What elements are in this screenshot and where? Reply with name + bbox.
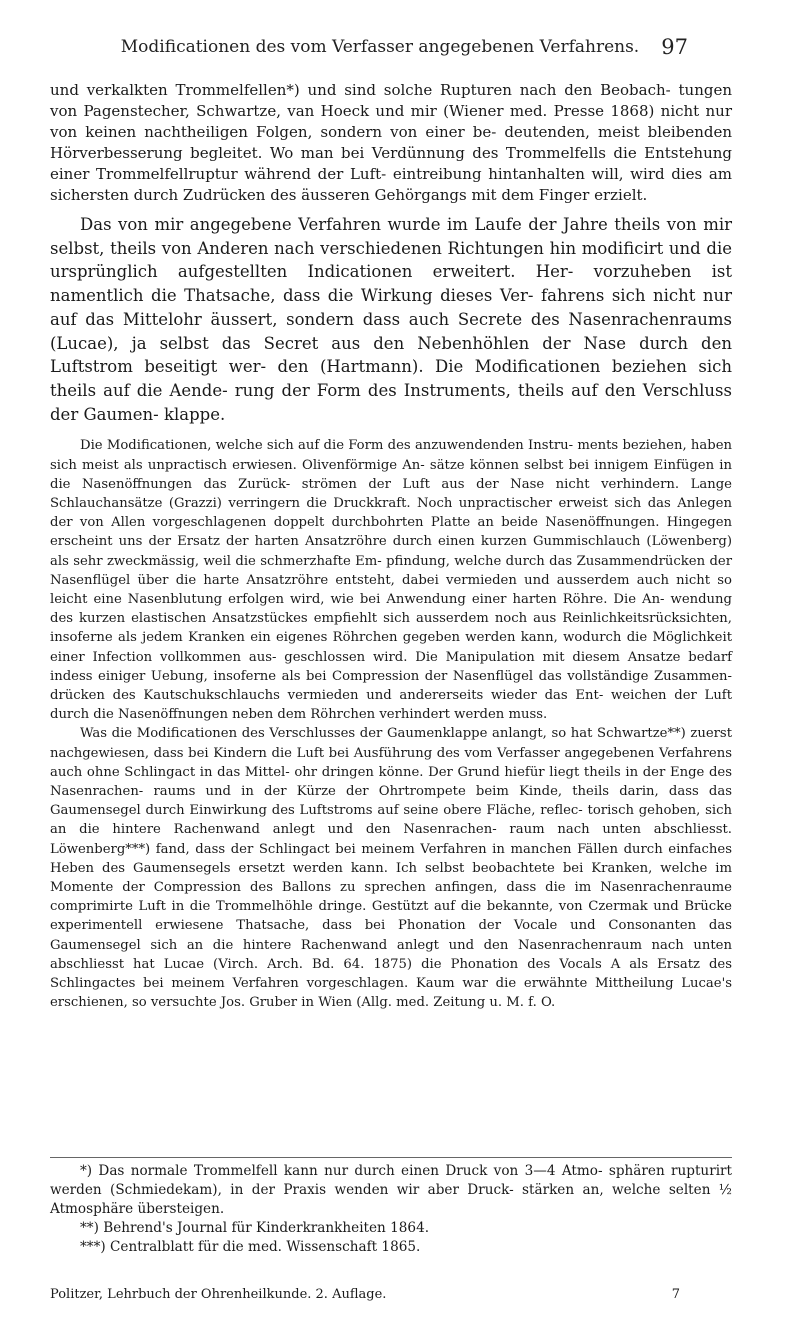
footnote-1: *) Das normale Trommelfell kann nur durch einen Druck von 3—4 Atmo- sphären rupturirt werden (Schmiedekam), in der Praxis wenden wir aber Druck- stärken an, welche selten ½ Atmosphäre übersteigen. [50,1163,732,1217]
page-footer [50,1287,732,1309]
paragraph-3: Die Modificationen, welche sich auf die Form des anzuwendenden Instru- ments beziehen, haben sich meist als unpractisch erwiesen. Olivenförmige An- sätze können selbst bei innigem Einfügen in die Nasenöffnungen das Zurück- strömen der Luft aus der Nase nicht verhindern. Lange Schlauchansätze (Grazzi) verringern die Druckkraft. Noch unpractischer erweist sich das Anlegen der von Allen vorgeschlagenen doppelt durchbohrten Platte an beide Nasenöffnungen. Hingegen erscheint uns der Ersatz der harten Ansatzröhre durch einen kurzen Gummischlauch (Löwenberg) als sehr zweckmässig, weil die schmerzhafte Em- pfindung, welche durch das Zusammendrücken der Nasenflügel über die harte Ansatzröhre entsteht, dabei vermieden und ausserdem auch nicht so leicht eine Nasenblutung erfolgen wird, wie bei Anwendung einer harten Röhre. Die An- wendung des kurzen elastischen Ansatzstückes empfiehlt sich ausserdem noch aus Reinlichkeitsrücksichten, insoferne als jedem Kranken ein eigenes Röhrchen gegeben werden kann, wodurch die Möglichkeit einer Infection vollkommen aus- geschlossen wird. Die Manipulation mit diesem Ansatze bedarf indess einiger Uebung, insoferne als bei Compression der Nasenflügel das vollständige Zusammen- drücken des Kautschukschlauchs vermieden und andererseits wieder das Ent- weichen der Luft durch die Nasenöffnungen neben dem Röhrchen verhindert werden muss. [50,438,732,723]
paragraph-2: Das von mir angegebene Verfahren wurde im Laufe der Jahre theils von mir selbst, theils von Anderen nach verschiedenen Richtungen hin modificirt und die ursprünglich aufgestellten Indicationen erweitert. Her- vorzuheben ist namentlich die Thatsache, dass die Wirkung dieses Ver- fahrens sich nicht nur auf das Mittelohr äussert, sondern dass auch Secrete des Nasenrachenraums (Lucae), ja selbst das Secret aus den Nebenhöhlen der Nase durch den Luftstrom beseitigt wer- den (Hartmann). Die Modificationen beziehen sich theils auf die Aende- rung der Form des Instruments, theils auf den Verschluss der Gaumen- klappe. [50,215,732,424]
running-title: Modificationen des vom Verfasser angegebenen Verfahrens. [120,37,640,57]
running-header [112,35,688,59]
paragraph-1: und verkalkten Trommelfellen*) und sind solche Rupturen nach den Beobach- tungen von Pagenstecher, Schwartze, van Hoeck und mir (Wiener med. Presse 1868) nicht nur von keinen nachtheiligen Folgen, sondern von einer be- deutenden, meist bleibenden Hörverbesserung begleitet. Wo man bei Verdünnung des Trommelfells die Entstehung einer Trommelfellruptur während der Luft- eintreibung hintanhalten will, wird dies am sichersten durch Zudrücken des äusseren Gehörgangs mit dem Finger erzielt. [50,81,732,204]
page-number: 97 [661,35,688,59]
footnote-2: **) Behrend's Journal für Kinderkrankheiten 1864. [80,1220,430,1236]
footnote-3: ***) Centralblatt für die med. Wissenschaft 1865. [80,1239,421,1255]
footnotes [50,1157,732,1257]
main-text [50,80,732,1012]
paragraph-4: Was die Modificationen des Verschlusses der Gaumenklappe anlangt, so hat Schwartze**) zuerst nachgewiesen, dass bei Kindern die Luft bei Ausführung des vom Verfasser angegebenen Verfahrens auch ohne Schlingact in das Mittel- ohr dringen könne. Der Grund hiefür liegt theils in der Enge des Nasenrachen- raums und in der Kürze der Ohrtrompete beim Kinde, theils darin, dass das Gaumensegel durch Einwirkung des Luftstroms auf seine obere Fläche, reflec- torisch gehoben, sich an die hintere Rachenwand anlegt und den Nasenrachen- raum nach unten abschliesst. Löwenberg***) fand, dass der Schlingact bei meinem Verfahren in manchen Fällen durch einfaches Heben des Gaumensegels ersetzt werden kann. Ich selbst beobachtete bei Kranken, welche im Momente der Compression des Ballons zu sprechen anfingen, dass die im Nasenrachenraume comprimirte Luft in die Trommelhöhle dringe. Gestützt auf die bekannte, von Czermak und Brücke experimentell erwiesene Thatsache, dass bei Phonation der Vocale und Consonanten das Gaumensegel sich an die hintere Rachenwand anlegt und den Nasenrachenraum nach unten abschliesst hat Lucae (Virch. Arch. Bd. 64. 1875) die Phonation des Vocals A als Ersatz des Schlingactes bei meinem Verfahren vorgeschlagen. Kaum war die erwähnte Mittheilung Lucae's erschienen, so versuchte Jos. Gruber in Wien (Allg. med. Zeitung u. M. f. O. [50,726,732,1011]
book-imprint: Politzer, Lehrbuch der Ohrenheilkunde. 2. Auflage. [50,1287,387,1302]
signature-mark: 7 [671,1287,680,1302]
